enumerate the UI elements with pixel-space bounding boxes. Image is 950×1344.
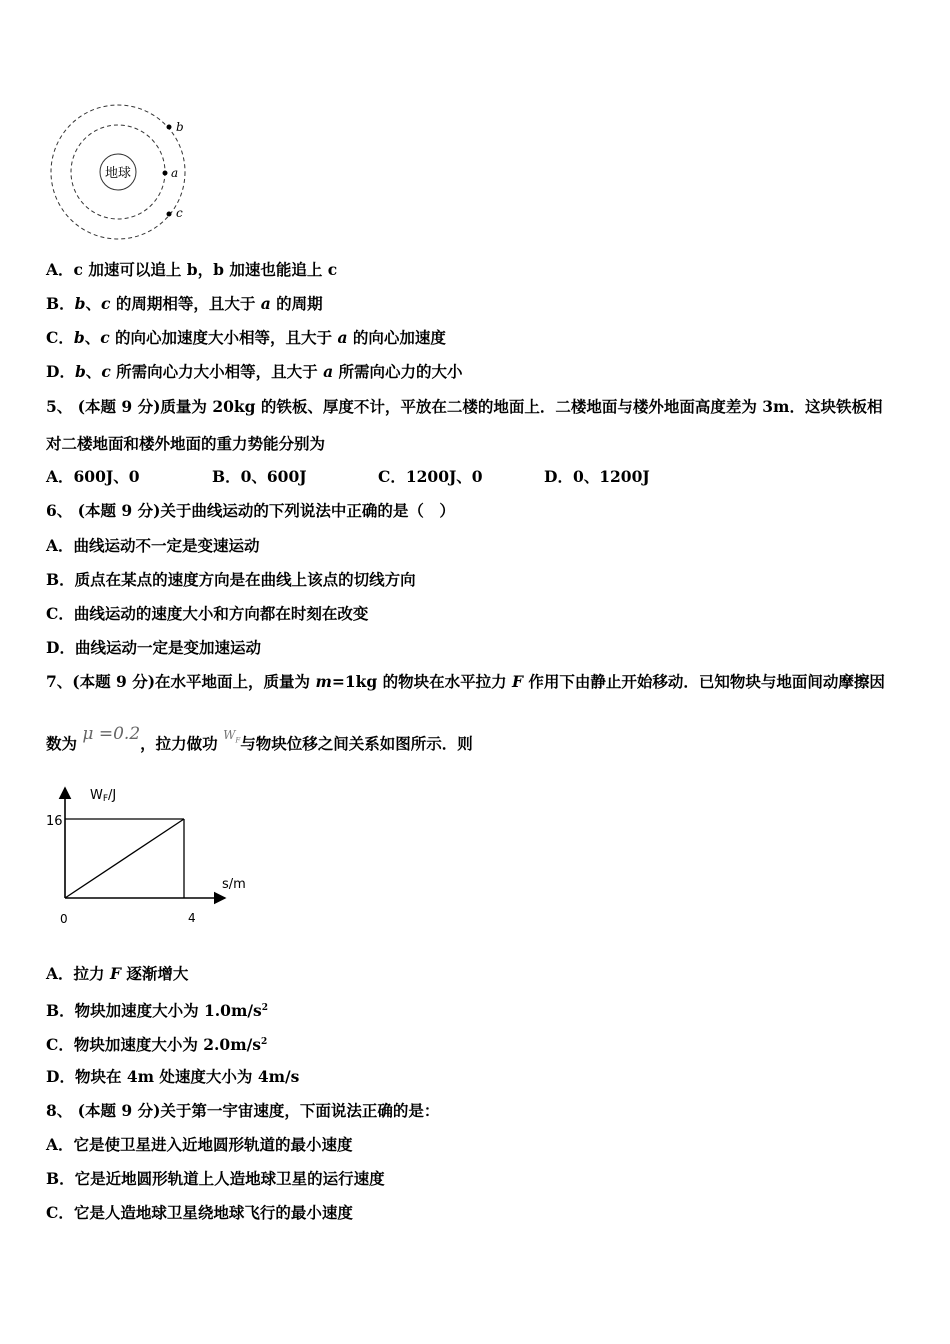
orbit-diagram [46, 100, 196, 245]
earth-label: 地球 [104, 166, 132, 181]
q5-options [46, 467, 650, 487]
q4-option-d: D．b、c 所需向心力大小相等，且大于 a 所需向心力的大小 [46, 362, 463, 381]
q6-option-d: D．曲线运动一定是变加速运动 [46, 638, 261, 657]
q5-option-b: B．0、600J [212, 467, 307, 486]
q4-option-a: A．c 加速可以追上 b，b 加速也能追上 c [46, 260, 338, 279]
q7-stem-line2: 数为 μ =0.2，拉力做功 $^{W_F}$与物块位移之间关系如图所示．则 [46, 724, 473, 753]
q6-option-b: B．质点在某点的速度方向是在曲线上该点的切线方向 [46, 570, 416, 589]
q7-option-c: C．物块加速度大小为 $2.0m/s^2$ [46, 1035, 268, 1055]
origin-label: 0 [60, 912, 68, 926]
q7-option-b: B．物块加速度大小为 $1.0m/s^2$ [46, 1001, 269, 1021]
work-displacement-graph [40, 780, 260, 930]
q8-option-a: A．它是使卫星进入近地圆形轨道的最小速度 [46, 1135, 353, 1154]
q4-option-b: B．b、c 的周期相等，且大于 a 的周期 [46, 294, 323, 313]
x-tick-label-4: 4 [188, 911, 196, 925]
q8-option-c: C．它是人造地球卫星绕地球飞行的最小速度 [46, 1203, 353, 1222]
satellite-a-dot [163, 171, 168, 176]
q8-option-b: B．它是近地圆形轨道上人造地球卫星的运行速度 [46, 1169, 385, 1188]
q5-option-a: A．600J、0 [46, 467, 140, 486]
q5-stem-line2: 对二楼地面和楼外地面的重力势能分别为 [46, 434, 326, 453]
satellite-b-dot [167, 125, 172, 130]
q7-option-a: A．拉力 F 逐渐增大 [46, 964, 189, 983]
q4-option-c: C．b、c 的向心加速度大小相等，且大于 a 的向心加速度 [46, 328, 446, 347]
q6-option-c: C．曲线运动的速度大小和方向都在时刻在改变 [46, 604, 369, 623]
data-series-line-segment [65, 819, 184, 898]
q6-stem: 6、 (本题 9 分)关于曲线运动的下列说法中正确的是（ ） [46, 501, 455, 520]
q5-option-c: C．1200J、0 [378, 467, 483, 486]
q6-option-a: A．曲线运动不一定是变速运动 [46, 536, 260, 555]
satellite-b-label: b [176, 120, 184, 134]
y-axis-label: WF/J [90, 788, 117, 804]
wf-symbol: WF [223, 728, 241, 745]
q5-stem-line1: 5、 (本题 9 分)质量为 20kg 的铁板、厚度不计，平放在二楼的地面上．二楼地面与楼外地面高度差为 3m．这块铁板相 [46, 397, 883, 416]
satellite-c-label: c [176, 206, 183, 220]
mu-formula: μ =0.2 [82, 724, 141, 744]
y-tick-label-16: 16 [46, 814, 63, 829]
satellite-a-label: a [171, 166, 179, 180]
q8-stem: 8、 (本题 9 分)关于第一宇宙速度，下面说法正确的是： [46, 1101, 440, 1120]
q7-stem-line1: 7、(本题 9 分)在水平地面上，质量为 m=1kg 的物块在水平拉力 F 作用下由静止开始移动．已知物块与地面间动摩擦因 [46, 672, 885, 691]
q5-option-d: D．0、1200J [544, 467, 650, 486]
q7-option-d: D．物块在 4m 处速度大小为 4m/s [46, 1067, 300, 1086]
satellite-c-dot [167, 212, 172, 217]
x-axis-label: s/m [222, 877, 246, 892]
